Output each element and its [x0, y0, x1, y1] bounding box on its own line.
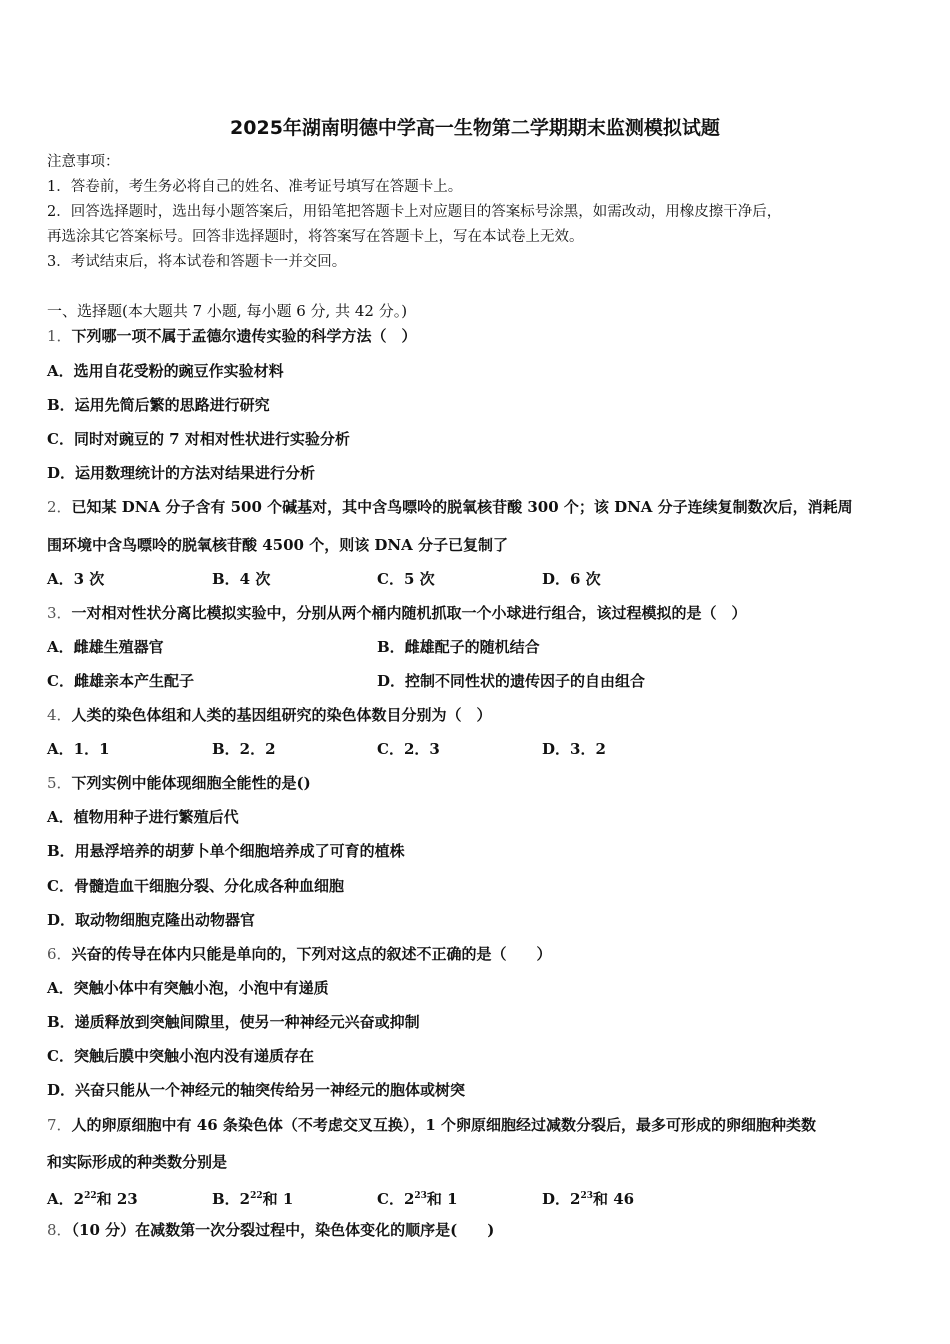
option-text: 和 23 [96, 1190, 138, 1208]
question-2-cont: 围环境中含鸟嘌呤的脱氧核苷酸 4500 个，则该 DNA 分子已复制了 [47, 536, 508, 554]
question-6 [47, 944, 552, 964]
question-4 [47, 705, 492, 725]
question-text: （10 分）在减数第一次分裂过程中，染色体变化的顺序是( ) [71, 1221, 495, 1239]
option-a [47, 1186, 138, 1209]
notice-item: 1．答卷前，考生务必将自己的姓名、准考证号填写在答题卡上。 [47, 179, 463, 195]
option-text: 和 46 [592, 1190, 635, 1208]
option-b: B．递质释放到突触间隙里，使另一种神经元兴奋或抑制 [47, 1013, 420, 1031]
section-heading: 一、选择题(本大题共 7 小题, 每小题 6 分, 共 42 分。) [47, 302, 408, 320]
option-a: A．1．1 [47, 740, 110, 758]
question-text: 人的卵原细胞中有 46 条染色体（不考虑交叉互换），1 个卵原细胞经过减数分裂后，最多可形成的卵细胞种类数 [71, 1116, 817, 1134]
option-text: 和 1 [426, 1190, 458, 1208]
option-a: A．雌雄生殖器官 [47, 638, 164, 656]
option-b: B．4 次 [212, 570, 271, 588]
question-2 [47, 497, 853, 517]
notice-item: 3．考试结束后，将本试卷和答题卡一并交回。 [47, 254, 347, 270]
option-text: B．2 [212, 1190, 251, 1208]
question-7-cont: 和实际形成的种类数分别是 [47, 1153, 228, 1171]
question-text: 兴奋的传导在体内只能是单向的，下列对这点的叙述不正确的是（ ） [71, 945, 552, 963]
option-text: C．2 [377, 1190, 415, 1208]
option-a: A．突触小体中有突触小泡，小泡中有递质 [47, 979, 329, 997]
question-number: 6． [47, 945, 72, 963]
question-number: 7． [47, 1116, 72, 1134]
question-text: 人类的染色体组和人类的基因组研究的染色体数目分别为（ ） [71, 706, 492, 724]
question-text: 下列哪一项不属于孟德尔遗传实验的科学方法（ ） [71, 327, 417, 345]
option-d: D．3．2 [542, 740, 606, 758]
option-d: D．取动物细胞克隆出动物器官 [47, 911, 256, 929]
question-1 [47, 326, 417, 346]
question-text: 下列实例中能体现细胞全能性的是() [71, 774, 311, 792]
question-number: 3． [47, 604, 72, 622]
option-d: D．6 次 [542, 570, 601, 588]
option-c: C．5 次 [377, 570, 435, 588]
option-text: D．2 [542, 1190, 581, 1208]
notice-item: 2．回答选择题时，选出每小题答案后，用铅笔把答题卡上对应题目的答案标号涂黑，如需改动，用橡皮擦干净后， [47, 204, 782, 220]
page-title: 2025年湖南明德中学高一生物第二学期期末监测模拟试题 [230, 117, 720, 139]
option-c: C．同时对豌豆的 7 对相对性状进行实验分析 [47, 430, 350, 448]
question-number: 1． [47, 327, 72, 345]
question-3 [47, 603, 747, 623]
option-b [212, 1186, 293, 1209]
option-a: A．选用自花受粉的豌豆作实验材料 [47, 362, 284, 380]
option-c: C．2．3 [377, 740, 440, 758]
option-c: C．突触后膜中突触小泡内没有递质存在 [47, 1047, 314, 1065]
exponent: 23 [414, 1191, 427, 1201]
option-b: B．雌雄配子的随机结合 [377, 638, 540, 656]
question-5 [47, 773, 311, 793]
option-text: A．2 [47, 1190, 85, 1208]
option-d [542, 1186, 634, 1209]
notice-item: 再选涂其它答案标号。回答非选择题时，将答案写在答题卡上，写在本试卷上无效。 [47, 229, 584, 245]
option-a: A．植物用种子进行繁殖后代 [47, 808, 239, 826]
question-number: 5． [47, 774, 72, 792]
option-b: B．运用先简后繁的思路进行研究 [47, 396, 270, 414]
question-text: 一对相对性状分离比模拟实验中，分别从两个桶内随机抓取一个小球进行组合，该过程模拟的是（ ） [71, 604, 747, 622]
option-c: C．雌雄亲本产生配子 [47, 672, 194, 690]
notice-heading: 注意事项： [47, 154, 120, 170]
question-number: 8． [47, 1221, 72, 1239]
exponent: 23 [580, 1191, 593, 1201]
question-number: 2． [47, 498, 72, 516]
exponent: 22 [84, 1191, 97, 1201]
option-d: D．兴奋只能从一个神经元的轴突传给另一神经元的胞体或树突 [47, 1081, 466, 1099]
option-a: A．3 次 [47, 570, 105, 588]
exponent: 22 [250, 1191, 263, 1201]
option-d: D．运用数理统计的方法对结果进行分析 [47, 464, 316, 482]
question-text: 已知某 DNA 分子含有 500 个碱基对，其中含鸟嘌呤的脱氧核苷酸 300 个；该 DNA 分子连续复制数次后，消耗周 [71, 498, 853, 516]
option-c [377, 1186, 458, 1209]
option-text: 和 1 [262, 1190, 294, 1208]
question-8 [47, 1220, 494, 1240]
question-7 [47, 1115, 816, 1135]
option-c: C．骨髓造血干细胞分裂、分化成各种血细胞 [47, 877, 344, 895]
option-b: B．用悬浮培养的胡萝卜单个细胞培养成了可育的植株 [47, 842, 405, 860]
option-b: B．2．2 [212, 740, 276, 758]
option-d: D．控制不同性状的遗传因子的自由组合 [377, 672, 646, 690]
question-number: 4． [47, 706, 72, 724]
